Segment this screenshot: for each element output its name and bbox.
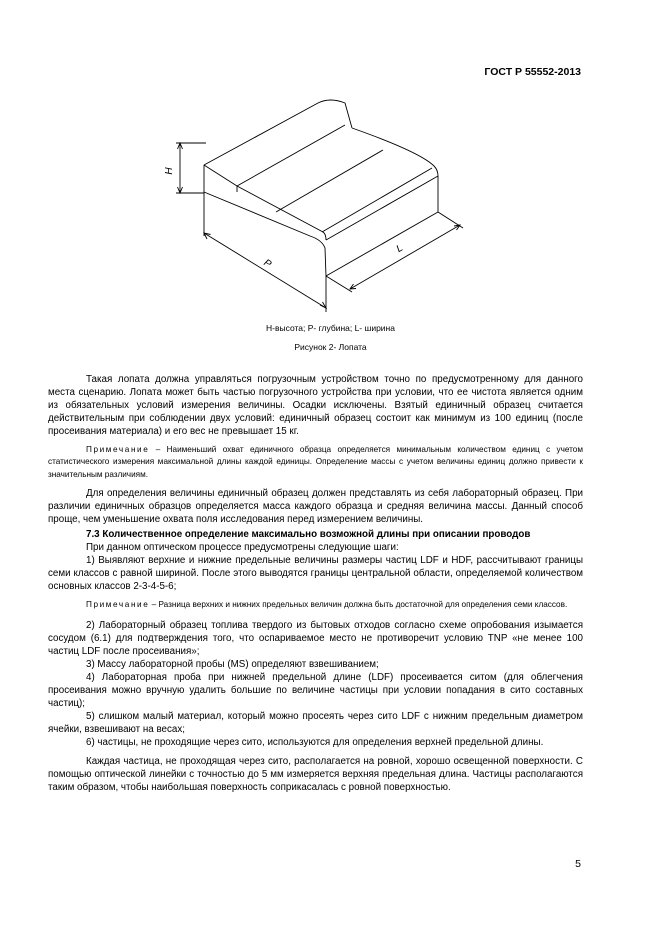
shovel-inner-edge: [326, 176, 438, 240]
note-1-label: Примечание: [86, 445, 150, 454]
height-label: H: [164, 167, 175, 175]
step-5: 5) слишком малый материал, который можно просеять через сито LDF с нижним предельным диаметром ячейки, взвешивают на весах;: [48, 711, 583, 736]
paragraph-shovel-control: Такая лопата должна управляться погрузочным устройством точно по предусмотренному для данного места сценарию. Лопата может быть частью погрузочного устройства при условии, что ее чистота является одним из обязательных условий измерения величины. Осадки исключены. Взятый единичный образец считается действительным при соблюдении двух условий: единичный образец состоит как минимум из 100 единиц (после просеивания материала) и его вес не превышает 15 кг.: [48, 374, 583, 437]
note-2-text: – Разница верхних и нижних предельных величин должна быть достаточной для определения семи классов.: [149, 599, 568, 609]
section-heading-7-3: 7.3 Количественное определение максимально возможной длины при описании проводов: [86, 528, 531, 540]
width-ext-left: [326, 276, 352, 292]
shovel-bottom-right: [326, 212, 438, 276]
note-2-label: Примечание: [86, 599, 150, 609]
depth-label: P: [261, 257, 274, 271]
paragraph-measurement: Каждая частица, не проходящая через сито, располагается на ровной, хорошо освещенной поверхности. С помощью оптической линейки с точностью до 5 мм измеряется верхняя предельная длина. Частицы располагаются таким образом, чтобы наибольшая поверхность соприкасалась с ровной поверхностью.: [48, 756, 583, 794]
shovel-inner-line-4: [322, 168, 432, 232]
step-2: 2) Лабораторный образец топлива твердого из бытовых отходов согласно схеме опробования изымается сосудом (6.1) для подтверждения того, что оспариваемое место не противоречит условию TNP «не менее 100 частиц LDF после просеивания»;: [48, 620, 583, 658]
paragraph-steps-intro: При данном оптическом процессе предусмотрены следующие шаги:: [86, 541, 399, 553]
document-code: ГОСТ Р 55552-2013: [484, 66, 581, 78]
shovel-diagram: [150, 93, 480, 321]
width-dimension-line: [350, 225, 460, 289]
shovel-right-wall: [352, 128, 438, 212]
depth-arrow-right: [320, 302, 326, 308]
paragraph-sample: Для определения величины единичный образец должен представлять из себя лабораторный образец. При различии единичных образцов определяется масса каждого образца и средняя величина массы. Данный способ проще, чем уменьшение охвата поля исследования перед измерением величины.: [48, 487, 583, 525]
note-1-text: – Наименьший охват единичного образца определяется минимальным количеством единиц с учетом статистического измерения максимальной длины каждой единицы. Определение массы с учетом величины единиц должно привести к значительным различиям.: [48, 445, 583, 479]
step-4: 4) Лабораторная проба при нижней предельной длине (LDF) просеивается ситом (для облегчения просеивания можно вручную удалить большие по величине частицы при условии попадания в сито составных частиц);: [48, 672, 583, 710]
shovel-back-edge: [204, 100, 352, 165]
depth-dimension-line: [204, 233, 326, 308]
step-1: 1) Выявляют верхние и нижние предельные величины размеры частиц LDF и HDF, рассчитывают границы семи классов с равной шириной. После этого выводятся границы центральной области, определяемой количеством основных классов 2-3-4-5-6;: [48, 554, 583, 592]
step-6: 6) частицы, не проходящие через сито, используются для определения верхней предельной длины.: [86, 737, 544, 749]
shovel-front-top: [204, 165, 326, 240]
figure-caption: Рисунок 2- Лопата: [294, 342, 367, 352]
note-2: [48, 599, 583, 611]
width-label: L: [394, 242, 405, 255]
note-1: [48, 444, 583, 481]
shovel-inner-line-1: [237, 125, 345, 186]
page-number: 5: [575, 858, 581, 870]
step-3: 3) Массу лабораторной пробы (MS) определяют взвешиванием;: [86, 659, 379, 671]
document-body: [48, 373, 583, 794]
figure-legend: Н-высота; Р- глубина; L- ширина: [266, 323, 395, 333]
shovel-inner-line-3: [276, 150, 383, 212]
